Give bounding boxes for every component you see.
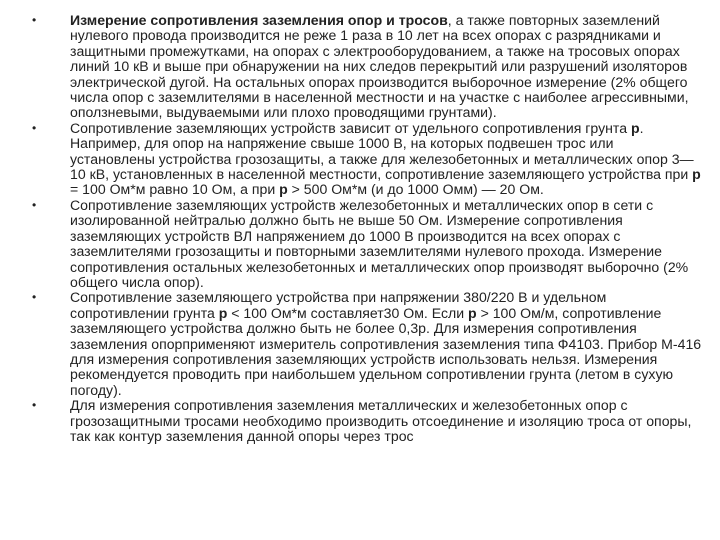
item-2-rho-symbol: р — [279, 181, 288, 198]
item-2-text-part-4: > 500 Ом*м (и до 1000 Омм) — 20 Ом. — [287, 181, 544, 198]
item-2-text-part-1: Сопротивление заземляющих устройств зависит от удельного сопротивления грунта — [70, 119, 631, 136]
item-3-text: Сопротивление заземляющих устройств железобетонных и металлических опор в сети с изолированной нейтралью должно быть не выше 50 Ом. Измерение сопротивления заземляющих устройств ВЛ напряжением до 1000 В производится на всех опорах с заземлителями грозозащиты и повторными заземлителями нулевого прохода. Измерение сопротивления остальных железобетонных и металлических опор производят выборочно (2% общего числа опор). — [70, 196, 689, 290]
item-2-text-part-2: . Например, для опор на напряжение свыше 1000 В, на которых подвешен трос или установлены устройства грозозащиты, а также для железобетонных и металлических опор 3—10 кВ, установленных в населенной местности, сопротивление заземляющего устройства при — [70, 119, 694, 183]
item-1-text: , а также повторных заземлений нулевого провода производится не реже 1 раза в 10 лет на всех опорах с разрядниками и защитными промежутками, на опорах с электрооборудованием, а также на тросовых опорах линий 10 кВ и выше при обнаружении на них следов перекрытий или разрушений изоляторов электрической дугой. На остальных опорах производится выборочное измерение (2% общего числа опор с заземлителями в населенной местности и на участке с наиболее агрессивными, оползневыми, выдуваемыми или плохо проводящими грунтами). — [70, 12, 689, 121]
bullet-item-5 — [32, 398, 702, 444]
item-4-text-part-3: > 100 Ом/м, сопротивление заземляющего устройства должно быть не более 0,3р. Для измерения сопротивления заземления опорприменяют измеритель сопротивления заземления типа Ф4103. Прибор М-416 для измерения сопротивления заземляющих устройств использовать нельзя. Измерения рекомендуется проводить при наибольшем удельном сопротивлении грунта (летом в сухую погоду). — [70, 304, 702, 398]
bullet-dot-icon: • — [32, 13, 37, 27]
item-4-rho-symbol: р — [218, 304, 228, 321]
bullet-dot-icon: • — [32, 197, 37, 212]
bullet-item-1 — [32, 13, 702, 121]
item-2-rho-symbol: р — [692, 166, 701, 183]
bullet-list — [32, 13, 702, 444]
bullet-item-3 — [32, 198, 702, 290]
bullet-dot-icon: • — [32, 398, 37, 413]
item-2-text-part-3: = 100 Ом*м равно 10 Ом, а при — [70, 181, 280, 198]
item-4-text-part-1: Сопротивление заземляющего устройства при напряжении 380/220 В и удельном сопротивлении грунта — [70, 289, 607, 321]
item-2-rho-symbol: р — [630, 119, 640, 136]
item-4-text-part-2: < 100 Ом*м составляет30 Ом. Если — [227, 304, 469, 321]
bullet-dot-icon: • — [32, 290, 37, 305]
bullet-dot-icon: • — [32, 120, 37, 135]
item-1-lead-text: Измерение сопротивления заземления опор и тросов — [70, 12, 448, 28]
item-4-rho-symbol: р — [468, 304, 477, 321]
bullet-item-2 — [32, 121, 702, 198]
item-5-text: Для измерения сопротивления заземления металлических и железобетонных опор с грозозащитными тросами необходимо производить отсоединение и изоляцию троса от опоры, так как контур заземления данной опоры через трос — [70, 397, 692, 444]
bullet-item-4 — [32, 290, 702, 398]
